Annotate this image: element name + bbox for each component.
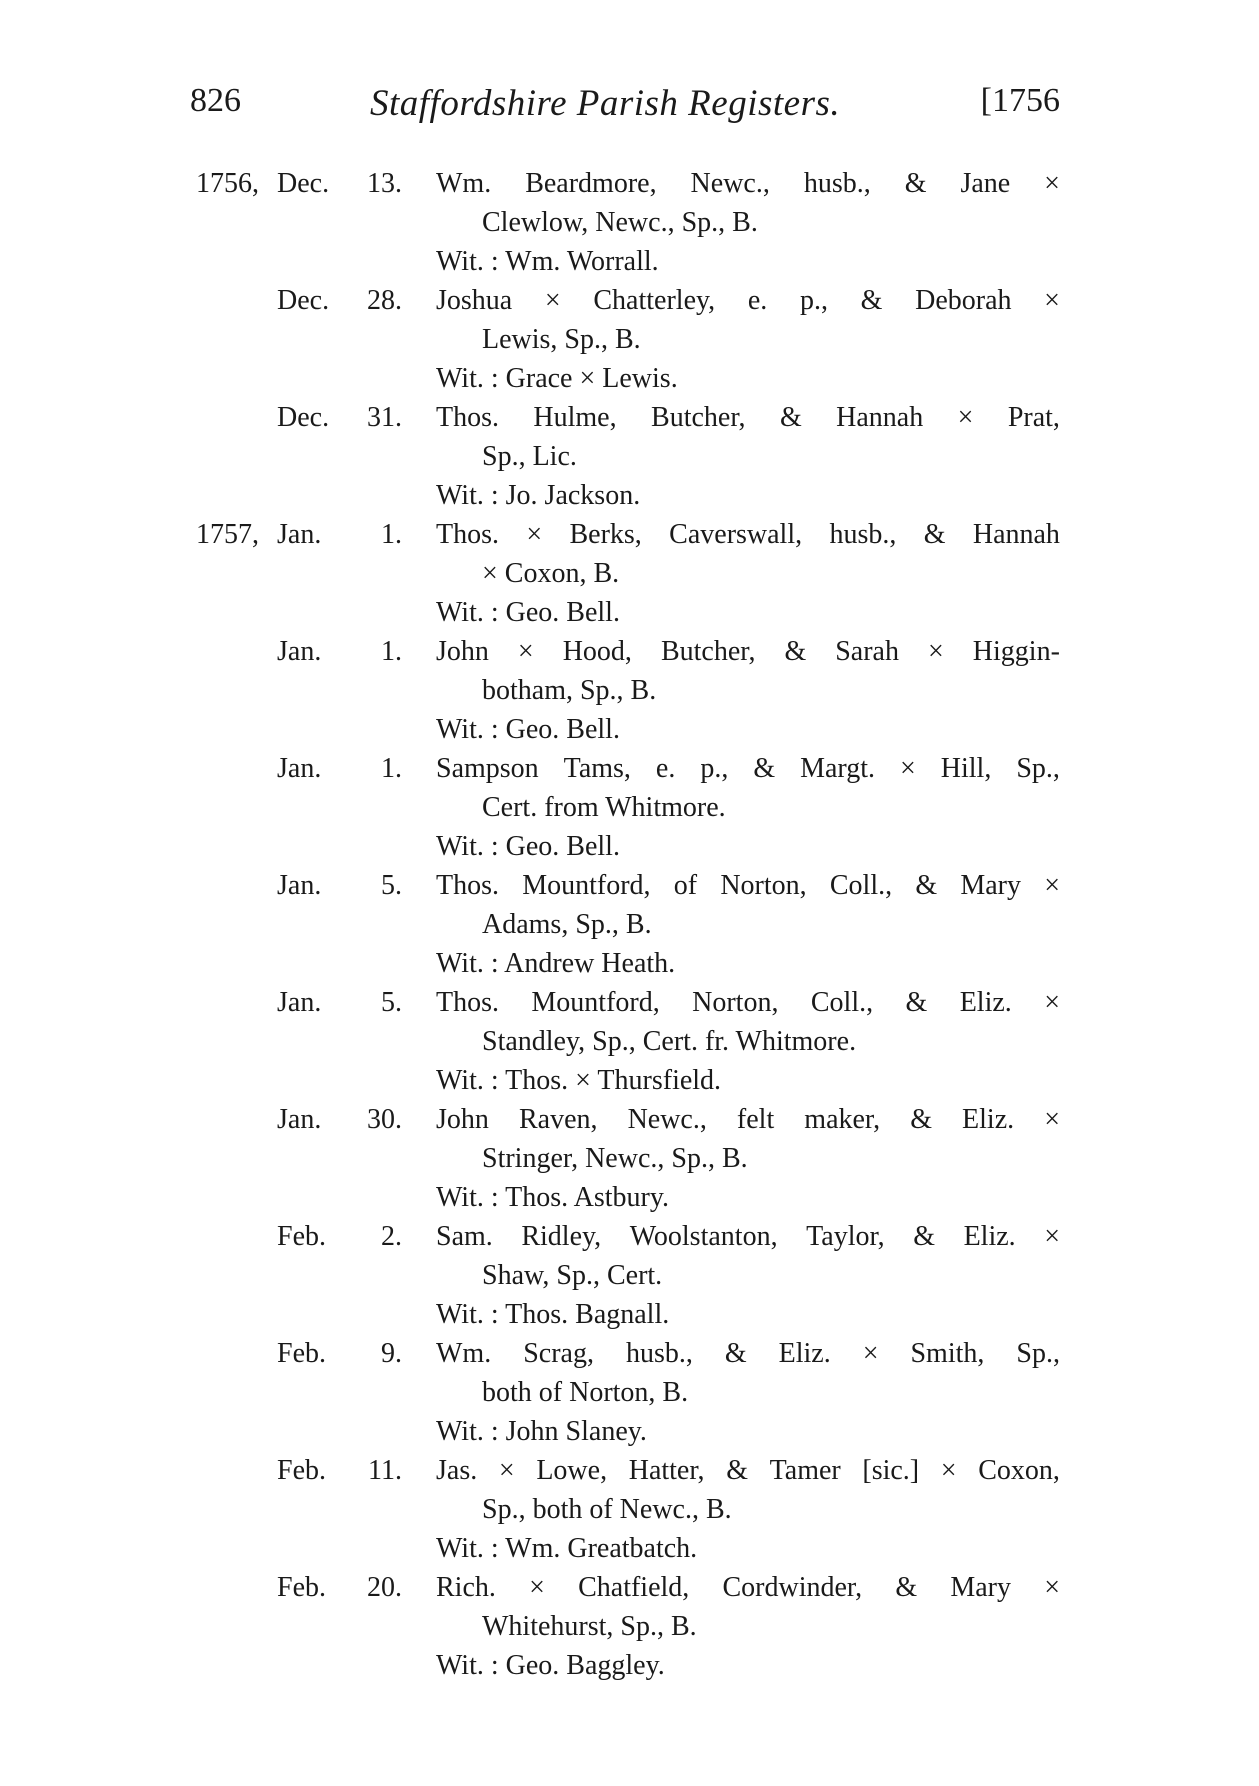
entry-day: 11. <box>368 1455 402 1486</box>
register-entry <box>0 1217 1259 1334</box>
entry-month: Dec. <box>277 168 330 199</box>
entry-text: Jas. × Lowe, Hatter, & Tamer [sic.] × Coxon, <box>436 1455 1060 1486</box>
entry-text: Thos. × Berks, Caverswall, husb., & Hannah <box>436 519 1060 550</box>
entry-witness: Wit. : Geo. Baggley. <box>436 1650 665 1681</box>
entry-text-continued: Adams, Sp., B. <box>482 909 652 940</box>
entry-witness: Wit. : Wm. Greatbatch. <box>436 1533 698 1564</box>
year-marker: [1756 <box>980 82 1060 119</box>
entry-month: Dec. <box>277 402 330 433</box>
register-entry <box>0 749 1259 866</box>
entry-month: Jan. <box>277 1104 322 1135</box>
entry-witness: Wit. : Jo. Jackson. <box>436 480 641 511</box>
register-entry <box>0 632 1259 749</box>
entry-year: 1756, <box>196 168 259 199</box>
entry-text-continued: Clewlow, Newc., Sp., B. <box>482 207 758 238</box>
entry-text: John × Hood, Butcher, & Sarah × Higgin- <box>436 636 1060 667</box>
entry-day: 20. <box>367 1572 402 1603</box>
register-entry <box>0 1100 1259 1217</box>
entry-text-continued: both of Norton, B. <box>482 1377 689 1408</box>
entry-witness: Wit. : Andrew Heath. <box>436 948 676 979</box>
entry-month: Feb. <box>277 1455 326 1486</box>
register-entry <box>0 515 1259 632</box>
entry-text-continued: × Coxon, B. <box>482 558 620 589</box>
entry-text: Wm. Scrag, husb., & Eliz. × Smith, Sp., <box>436 1338 1060 1369</box>
register-entry <box>0 1334 1259 1451</box>
entry-witness: Wit. : John Slaney. <box>436 1416 647 1447</box>
entry-text: Thos. Hulme, Butcher, & Hannah × Prat, <box>436 402 1060 433</box>
entry-text-continued: Standley, Sp., Cert. fr. Whitmore. <box>482 1026 857 1057</box>
entry-witness: Wit. : Thos. × Thursfield. <box>436 1065 722 1096</box>
entry-day: 5. <box>381 987 402 1018</box>
entry-text-continued: Shaw, Sp., Cert. <box>482 1260 663 1291</box>
entry-month: Jan. <box>277 870 322 901</box>
running-title: Staffordshire Parish Registers. <box>370 83 841 124</box>
entry-day: 9. <box>381 1338 402 1369</box>
register-entry <box>0 398 1259 515</box>
page-number: 826 <box>190 82 241 119</box>
entry-text: Sam. Ridley, Woolstanton, Taylor, & Eliz. × <box>436 1221 1060 1252</box>
entry-text: Sampson Tams, e. p., & Margt. × Hill, Sp., <box>436 753 1060 784</box>
entry-text: Joshua × Chatterley, e. p., & Deborah × <box>436 285 1060 316</box>
entry-day: 1. <box>381 753 402 784</box>
page-header <box>190 82 1060 132</box>
entry-text: Thos. Mountford, of Norton, Coll., & Mary × <box>436 870 1060 901</box>
entry-text-continued: botham, Sp., B. <box>482 675 657 706</box>
register-entry <box>0 983 1259 1100</box>
entry-day: 28. <box>367 285 402 316</box>
entry-day: 5. <box>381 870 402 901</box>
entry-month: Jan. <box>277 519 322 550</box>
entry-day: 13. <box>367 168 402 199</box>
entry-text-continued: Sp., both of Newc., B. <box>482 1494 732 1525</box>
entry-day: 1. <box>381 636 402 667</box>
entry-month: Jan. <box>277 636 322 667</box>
entry-month: Feb. <box>277 1338 326 1369</box>
register-entry <box>0 1568 1259 1685</box>
entry-day: 31. <box>367 402 402 433</box>
entry-text-continued: Lewis, Sp., B. <box>482 324 641 355</box>
entry-witness: Wit. : Geo. Bell. <box>436 831 620 862</box>
register-entry <box>0 1451 1259 1568</box>
register-entries <box>0 164 1259 1685</box>
entry-day: 30. <box>367 1104 402 1135</box>
entry-witness: Wit. : Geo. Bell. <box>436 597 620 628</box>
entry-month: Jan. <box>277 753 322 784</box>
register-entry <box>0 281 1259 398</box>
entry-text: Rich. × Chatfield, Cordwinder, & Mary × <box>436 1572 1060 1603</box>
entry-text-continued: Cert. from Whitmore. <box>482 792 726 823</box>
entry-year: 1757, <box>196 519 259 550</box>
entry-day: 2. <box>381 1221 402 1252</box>
entry-text-continued: Stringer, Newc., Sp., B. <box>482 1143 748 1174</box>
entry-month: Jan. <box>277 987 322 1018</box>
entry-text: Thos. Mountford, Norton, Coll., & Eliz. × <box>436 987 1060 1018</box>
entry-month: Dec. <box>277 285 330 316</box>
entry-text-continued: Sp., Lic. <box>482 441 577 472</box>
entry-witness: Wit. : Wm. Worrall. <box>436 246 659 277</box>
entry-text-continued: Whitehurst, Sp., B. <box>482 1611 697 1642</box>
entry-text: Wm. Beardmore, Newc., husb., & Jane × <box>436 168 1060 199</box>
entry-witness: Wit. : Geo. Bell. <box>436 714 620 745</box>
entry-witness: Wit. : Grace × Lewis. <box>436 363 678 394</box>
entry-day: 1. <box>381 519 402 550</box>
register-entry <box>0 866 1259 983</box>
entry-witness: Wit. : Thos. Bagnall. <box>436 1299 670 1330</box>
register-entry <box>0 164 1259 281</box>
entry-text: John Raven, Newc., felt maker, & Eliz. × <box>436 1104 1060 1135</box>
entry-witness: Wit. : Thos. Astbury. <box>436 1182 669 1213</box>
entry-month: Feb. <box>277 1221 326 1252</box>
entry-month: Feb. <box>277 1572 326 1603</box>
